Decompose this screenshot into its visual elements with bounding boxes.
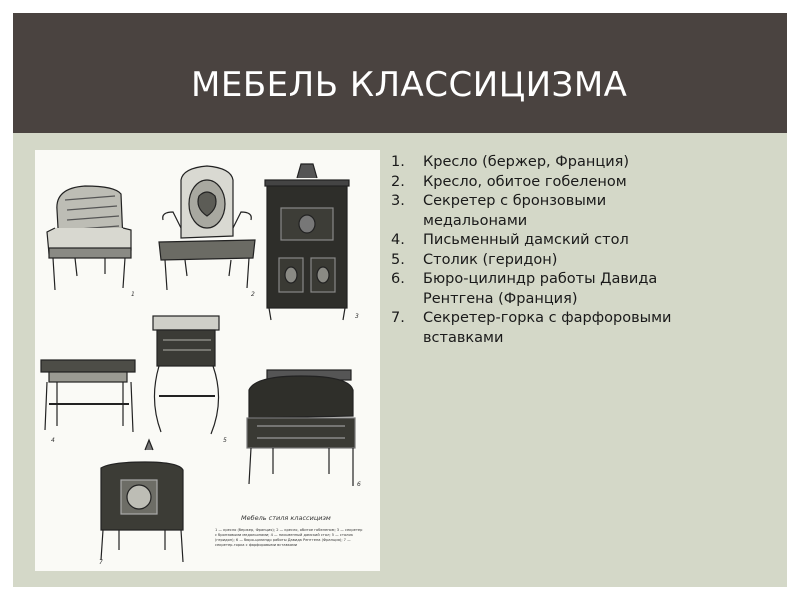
list-item-number: 3.: [391, 193, 405, 209]
furniture-list: [391, 153, 691, 348]
list-item-text: Кресло, обитое гобеленом: [423, 173, 627, 190]
secretary-drawing: [265, 164, 349, 320]
list-item-text: Секретер-горка с фарфоровыми вставками: [423, 310, 672, 346]
list-item-number: 2.: [391, 173, 405, 190]
figure-caption-title: Мебель стиля классицизм: [241, 514, 331, 522]
list-item: [391, 173, 691, 193]
figure-caption-text: 1 — кресло (бержер, Франция); 2 — кресло, обитое гобеленом; 3 — секретер с бронзовыми медальонами; 4 — письменный дамский стол; 5 — столик (геридон); 6 — бюро-цилиндр работы Давида Рентгена (Франция); 7 — секретер-горка с фарфоровыми вставками: [215, 528, 363, 547]
list-item: [391, 192, 691, 231]
list-item-number: 7.: [391, 310, 405, 326]
cylinder-bureau-drawing: [247, 370, 355, 486]
figure-number-6: 6: [357, 481, 361, 488]
list-item: [391, 231, 691, 251]
gueridon-drawing: [153, 316, 219, 434]
slide: [13, 13, 787, 587]
list-item-text: Письменный дамский стол: [423, 232, 629, 248]
list-item: [391, 270, 691, 309]
list-item-number: 5.: [391, 251, 405, 268]
figure-number-1: 1: [131, 291, 135, 298]
figure-number-3: 3: [355, 313, 359, 320]
writing-desk-drawing: [41, 360, 135, 432]
list-item: [391, 251, 691, 271]
list-item-text: Секретер с бронзовыми медальонами: [423, 193, 607, 229]
slide-title: МЕБЕЛЬ КЛАССИЦИЗМА: [191, 65, 628, 105]
figure-number-4: 4: [51, 437, 55, 444]
figure-number-7: 7: [99, 559, 103, 566]
figure-number-2: 2: [251, 291, 255, 298]
list-item: [391, 309, 691, 348]
figure-number-5: 5: [223, 437, 227, 444]
list-item: [391, 153, 691, 173]
list-item-number: 4.: [391, 232, 405, 248]
display-secretary-drawing: [101, 440, 183, 562]
tapestry-armchair-drawing: [159, 166, 255, 290]
list-item-text: Столик (геридон): [423, 251, 558, 268]
furniture-drawing: [35, 150, 380, 571]
list-item-number: 6.: [391, 271, 405, 287]
list-item-number: 1.: [391, 154, 405, 170]
list-item-text: Кресло (бержер, Франция): [423, 154, 629, 170]
furniture-illustration: [35, 150, 380, 571]
bergere-armchair-drawing: [47, 186, 131, 290]
title-bar: [13, 13, 787, 133]
list-item-text: Бюро-цилиндр работы Давида Рентгена (Франция): [423, 271, 658, 307]
